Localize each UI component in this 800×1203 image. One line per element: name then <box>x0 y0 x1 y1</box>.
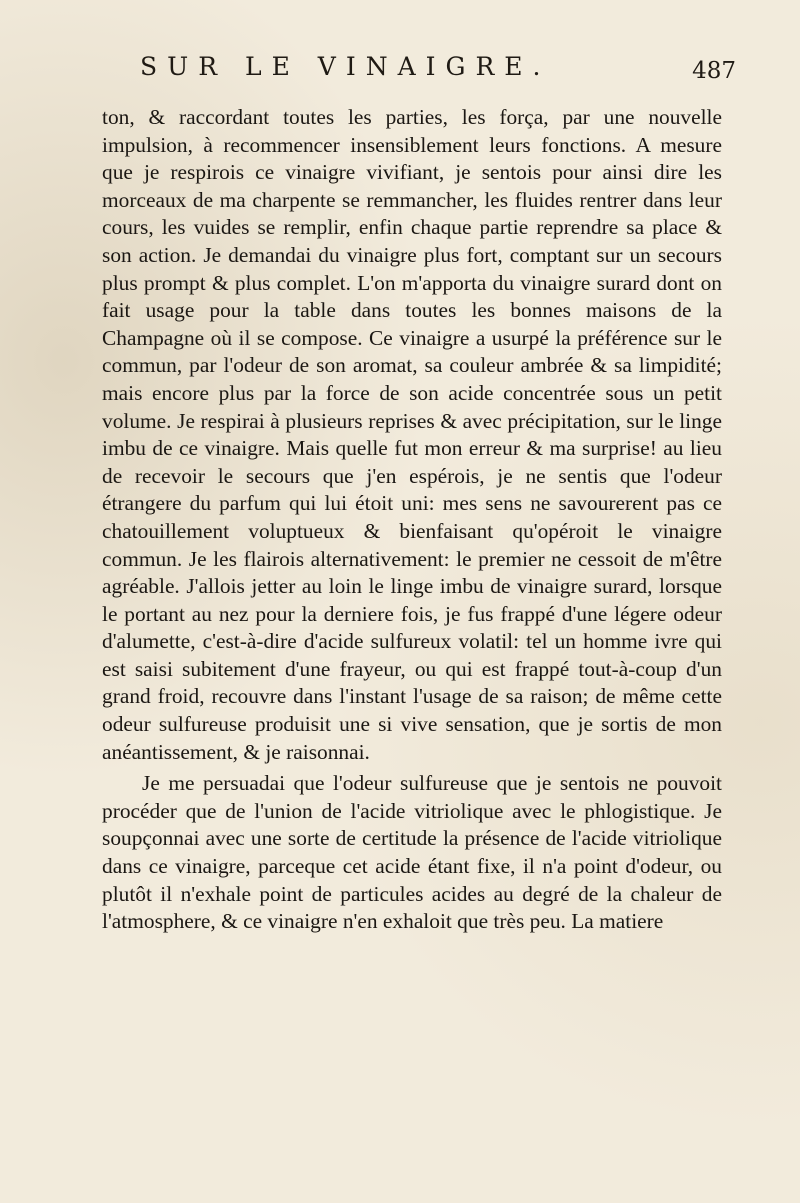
page-header <box>60 52 740 92</box>
page-number: 487 <box>692 58 736 84</box>
paragraph: Je me persuadai que l'odeur sulfureuse que je sentois ne pouvoit procéder que de l'union de l'acide vitriolique avec le phlogistique. Je soupçonnai avec une sorte de certitude la présence de l'acide vitriolique dans ce vinaigre, parceque cet acide étant fixe, il n'a point d'odeur, ou plutôt il n'exhale point de particules acides au degré de la chaleur de l'atmosphere, & ce vinaigre n'en exhaloit que très peu. La matiere <box>102 771 722 934</box>
body-text <box>102 104 722 936</box>
running-title: SUR LE VINAIGRE. <box>140 52 551 81</box>
paragraph: ton, & raccordant toutes les parties, les força, par une nouvelle impulsion, à recommencer insensiblement leurs fonctions. A mesure que je respirois ce vinaigre vivifiant, je sentois pour ainsi dire les morceaux de ma charpente se remmancher, les fluides rentrer dans leur cours, les vuides se remplir, enfin chaque partie reprendre sa place & son action. Je demandai du vinaigre plus fort, comptant sur un secours plus prompt & plus complet. L'on m'apporta du vinaigre surard dont on fait usage pour la table dans toutes les bonnes maisons de la Champagne où il se compose. Ce vinaigre a usurpé la préférence sur le commun, par l'odeur de son aromat, sa couleur ambrée & sa limpidité; mais encore plus par la force de son acide concentrée sous un petit volume. Je respirai à plusieurs reprises & avec précipitation, sur le linge imbu de ce vinaigre. Mais quelle fut mon erreur & ma surprise! au lieu de recevoir le secours que j'en espérois, je ne sentis que l'odeur étrangere du parfum qui lui étoit uni: mes sens ne savourerent pas ce chatouillement voluptueux & bienfaisant qu'opéroit le vinaigre commun. Je les flairois alternativement: le premier ne cessoit de m'être agréable. J'allois jetter au loin le linge imbu de vinaigre surard, lorsque le portant au nez pour la derniere fois, je fus frappé d'une légere odeur d'alumette, c'est-à-dire d'acide sulfureux volatil: tel un homme ivre qui est saisi subitement d'une frayeur, ou qui est frappé tout-à-coup d'un grand froid, recouvre dans l'instant l'usage de sa raison; de même cette odeur sulfureuse produisit une si vive sensation, que je sortis de mon anéantissement, & je raisonnai. <box>102 105 722 764</box>
